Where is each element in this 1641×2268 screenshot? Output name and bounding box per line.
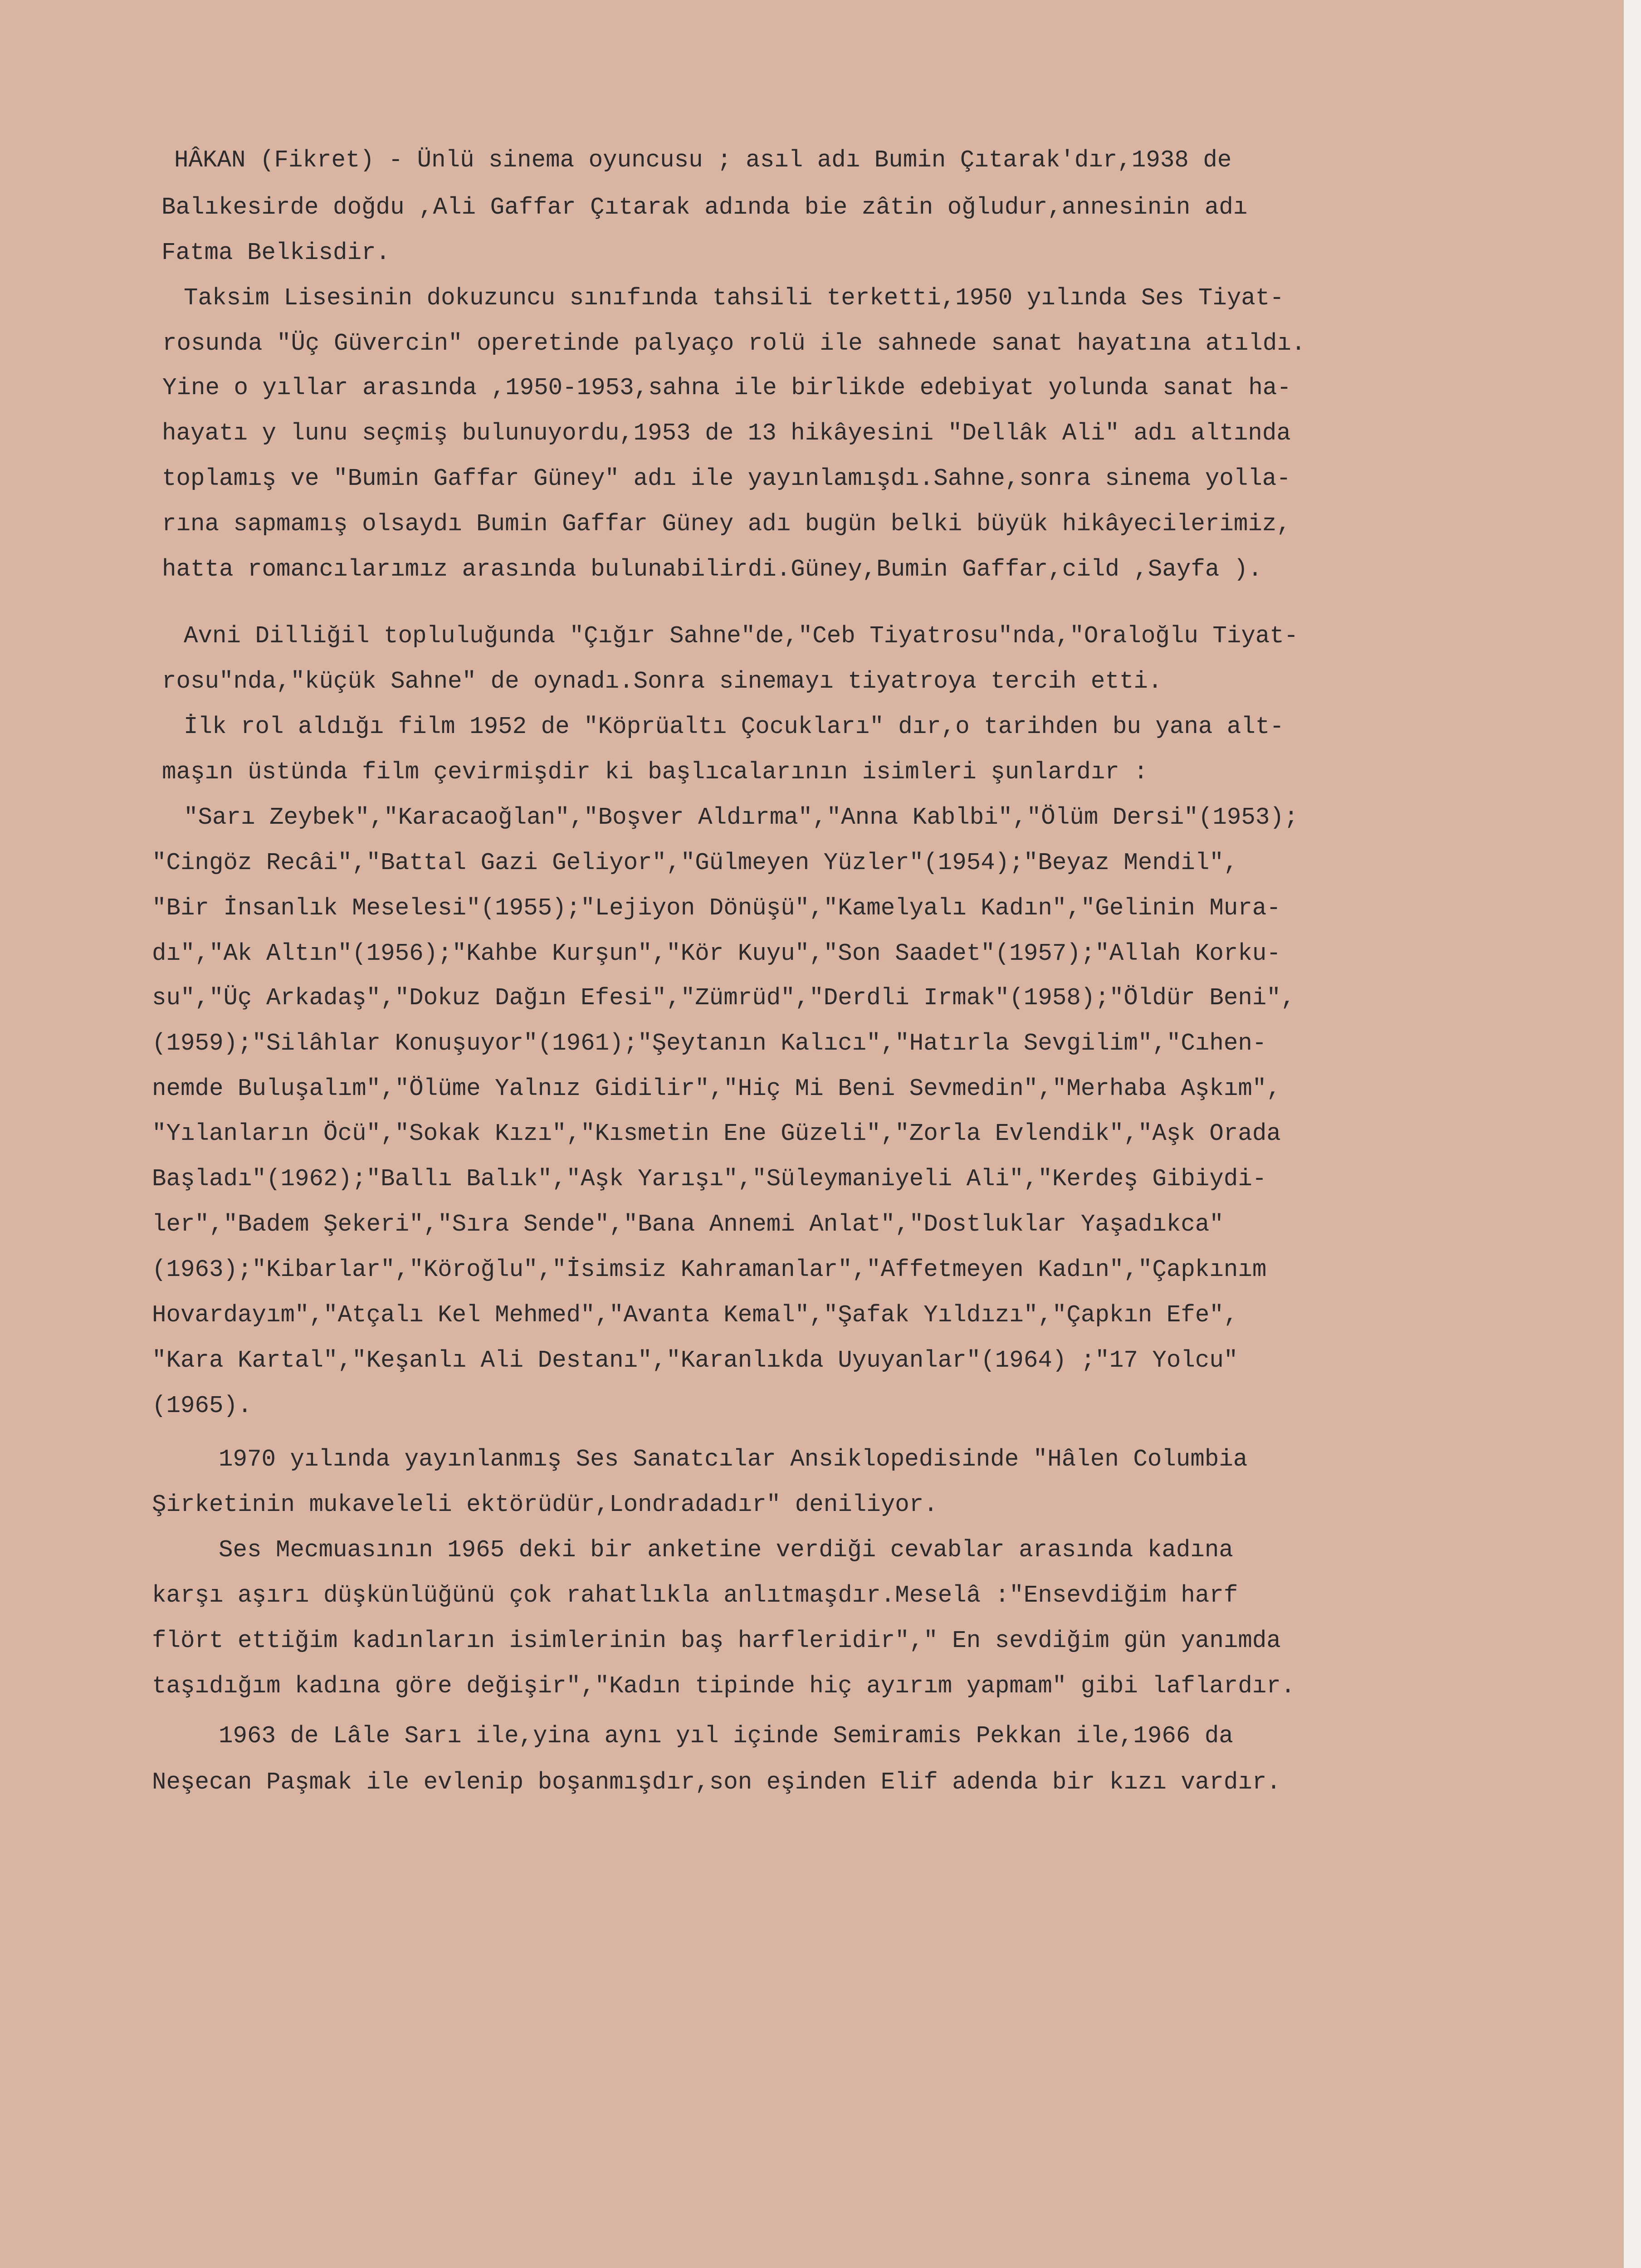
text-line: Yine o yıllar arasında ,1950-1953,sahna ile birlikde edebiyat yolunda sanat ha- [162, 374, 1291, 401]
text-line: HÂKAN (Fikret) - Ünlü sinema oyuncusu ; asıl adı Bumin Çıtarak'dır,1938 de [174, 147, 1232, 174]
text-line: 1970 yılında yayınlanmış Ses Sanatcılar Ansiklopedisinde "Hâlen Columbia [219, 1446, 1248, 1473]
text-line: "Bir İnsanlık Meselesi"(1955);"Lejiyon Dönüşü","Kamelyalı Kadın","Gelinin Mura- [152, 894, 1281, 922]
text-line: maşın üstünda film çevirmişdir ki başlıcalarının isimleri şunlardır : [162, 758, 1148, 786]
text-line: toplamış ve "Bumin Gaffar Güney" adı ile yayınlamışdı.Sahne,sonra sinema yolla- [162, 465, 1291, 492]
text-line: taşıdığım kadına göre değişir","Kadın tipinde hiç ayırım yapmam" gibi laflardır. [152, 1672, 1295, 1700]
text-line: "Kara Kartal","Keşanlı Ali Destanı","Karanlıkda Uyuyanlar"(1964) ;"17 Yolcu" [152, 1347, 1238, 1374]
text-line: Ses Mecmuasının 1965 deki bir anketine verdiği cevablar arasında kadına [219, 1536, 1233, 1564]
text-line: Şirketinin mukaveleli ektörüdür,Londradadır" deniliyor. [152, 1491, 938, 1518]
text-line: Neşecan Paşmak ile evlenip boşanmışdır,son eşinden Elif adenda bir kızı vardır. [152, 1769, 1281, 1796]
text-line: hayatı y lunu seçmiş bulunuyordu,1953 de 13 hikâyesini "Dellâk Ali" adı altında [162, 420, 1291, 447]
text-line: rosunda "Üç Güvercin" operetinde palyaço rolü ile sahnede sanat hayatına atıldı. [162, 330, 1306, 357]
text-line: Başladı"(1962);"Ballı Balık","Aşk Yarışı","Süleymaniyeli Ali","Kerdeş Gibiydi- [152, 1165, 1267, 1193]
text-line: 1963 de Lâle Sarı ile,yina aynı yıl içinde Semiramis Pekkan ile,1966 da [219, 1722, 1233, 1750]
text-line: "Cingöz Recâi","Battal Gazi Geliyor","Gülmeyen Yüzler"(1954);"Beyaz Mendil", [152, 849, 1238, 876]
text-line: karşı aşırı düşkünlüğünü çok rahatlıkla anlıtmaşdır.Meselâ :"Ensevdiğim harf [152, 1582, 1238, 1609]
text-line: rına sapmamış olsaydı Bumin Gaffar Güney adı bugün belki büyük hikâyecilerimiz, [162, 510, 1291, 538]
text-line: nemde Buluşalım","Ölüme Yalnız Gidilir","Hiç Mi Beni Sevmedin","Merhaba Aşkım", [152, 1075, 1281, 1102]
text-line: dı","Ak Altın"(1956);"Kahbe Kurşun","Kör Kuyu","Son Saadet"(1957);"Allah Korku- [152, 940, 1281, 967]
text-line: Balıkesirde doğdu ,Ali Gaffar Çıtarak adında bie zâtin oğludur,annesinin adı [161, 194, 1248, 221]
text-line: Fatma Belkisdir. [161, 239, 391, 266]
text-line: Hovardayım","Atçalı Kel Mehmed","Avanta Kemal","Şafak Yıldızı","Çapkın Efe", [152, 1301, 1238, 1329]
text-line: "Sarı Zeybek","Karacaoğlan","Boşver Aldırma","Anna Kablbi","Ölüm Dersi"(1953); [184, 804, 1299, 831]
text-line: su","Üç Arkadaş","Dokuz Dağın Efesi","Zümrüd","Derdli Irmak"(1958);"Öldür Beni", [152, 984, 1295, 1012]
text-line: "Yılanların Öcü","Sokak Kızı","Kısmetin Ene Güzeli","Zorla Evlendik","Aşk Orada [152, 1120, 1281, 1147]
text-line: Taksim Lisesinin dokuzuncu sınıfında tahsili terketti,1950 yılında Ses Tiyat- [184, 284, 1284, 312]
text-line: ler","Badem Şekeri","Sıra Sende","Bana Annemi Anlat","Dostluklar Yaşadıkca" [152, 1211, 1224, 1238]
text-line: (1965). [152, 1392, 252, 1419]
text-line: hatta romancılarımız arasında bulunabilirdi.Güney,Bumin Gaffar,cild ,Sayfa ). [162, 556, 1262, 583]
text-line: rosu"nda,"küçük Sahne" de oynadı.Sonra sinemayı tiyatroya tercih etti. [162, 668, 1162, 695]
text-line: flört ettiğim kadınların isimlerinin baş harfleridir"," En sevdiğim gün yanımda [152, 1627, 1281, 1654]
text-line: (1963);"Kibarlar","Köroğlu","İsimsiz Kahramanlar","Affetmeyen Kadın","Çapkınım [152, 1256, 1267, 1283]
text-line: İlk rol aldığı film 1952 de "Köprüaltı Çocukları" dır,o tarihden bu yana alt- [184, 713, 1284, 740]
text-line: Avni Dilliğil topluluğunda "Çığır Sahne"de,"Ceb Tiyatrosu"nda,"Oraloğlu Tiyat- [184, 622, 1299, 650]
text-line: (1959);"Silâhlar Konuşuyor"(1961);"Şeytanın Kalıcı","Hatırla Sevgilim","Cıhen- [152, 1030, 1267, 1057]
page-margin [1624, 0, 1641, 2268]
